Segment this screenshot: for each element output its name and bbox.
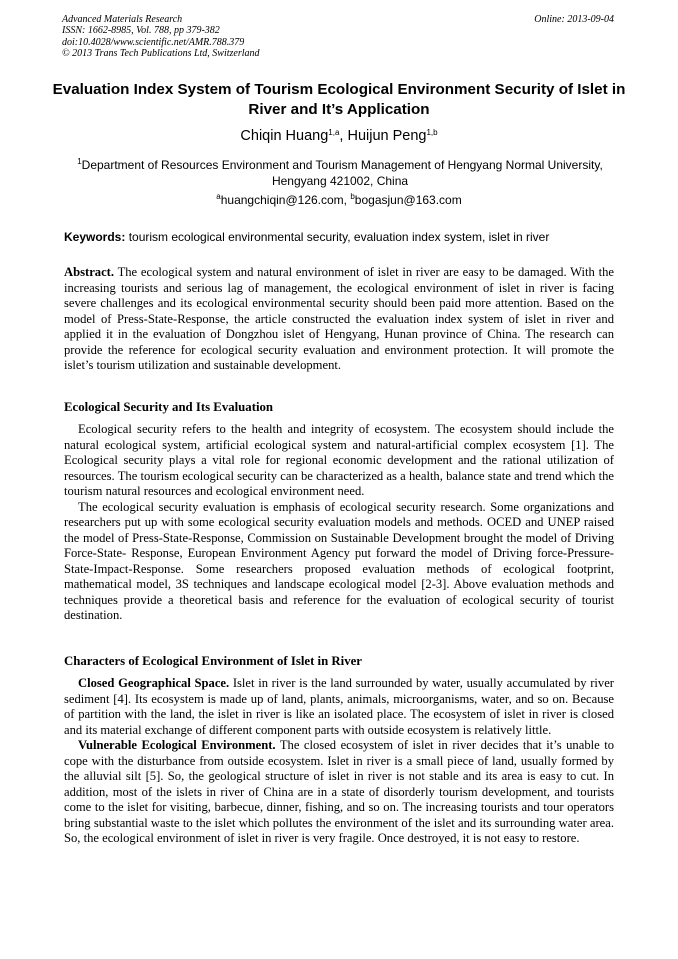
affiliation-text: Department of Resources Environment and Tourism Management of Hengyang Normal University, Hengyang 421002, China [81, 158, 603, 188]
email-address[interactable]: huangchiqin@126.com [220, 193, 344, 207]
paper-title: Evaluation Index System of Tourism Ecological Environment Security of Islet in River and It’s Application [52, 81, 626, 118]
affiliation [64, 157, 616, 189]
issn-line: ISSN: 1662-8985, Vol. 788, pp 379-382 [62, 25, 220, 37]
section-heading: Ecological Security and Its Evaluation [64, 400, 274, 414]
section-body [64, 676, 614, 847]
keywords [64, 229, 616, 245]
copyright-line: © 2013 Trans Tech Publications Ltd, Switzerland [62, 47, 260, 59]
journal-name: Advanced Materials Research [62, 14, 183, 25]
keywords-label: Keywords: [64, 230, 126, 244]
email-address[interactable]: bogasjun@163.com [354, 193, 462, 207]
email-mark: a [216, 192, 221, 201]
author-name: Huijun Peng [347, 128, 427, 144]
author-name: Chiqin Huang [240, 128, 329, 144]
email-separator: , [343, 193, 351, 207]
abstract-text: The ecological system and natural environment of islet in river are easy to be damaged. With the increasing tourists and serious lag of management, the ecological environment of islet in river is facing severe challenges and its ecological environmental security should been paid more attention. Based on the model of Press-State-Response, the article constructed the evaluation index system of islet in river and applied it in the evaluation of Dongzhou islet of Hengyang, Hunan province of China. The research can provide the reference for ecological security evaluation and environment protection. It will promote the islet’s tourism utilization and sustainable development. [64, 265, 614, 372]
affiliation-mark: 1 [77, 157, 82, 166]
paragraph-lead: Closed Geographical Space. [78, 676, 230, 690]
paragraph: The ecological security evaluation is emphasis of ecological security research. Some organizations and researchers put up with some ecological security evaluation models and methods. OCED and UNEP raised the model of Press-State-Response, Commission on Sustainable Development brought the model of Driving Force-State- Response, European Environment Agency put forward the model of Driving force-Pressure-State-Impact-Response. Some researchers proposed evaluation methods of ecological footprint, mathematical model, 3S techniques and landscape ecological model [2-3]. Above evaluation methods and techniques provide a theoretical basis and reference for the evaluation of ecological security of tourist destination. [64, 499, 614, 622]
author-line [0, 128, 678, 144]
online-date: Online: 2013-09-04 [534, 14, 614, 25]
author-affiliation-mark: 1,a [328, 128, 340, 137]
author-affiliation-mark: 1,b [426, 128, 438, 137]
paragraph-text: Islet in river is the land surrounded by water, usually accumulated by river sediment [4]. Its ecosystem is made up of land, plants, animals, microorganisms, water, and so on. Because of partition with the land, the islet in river is like an isolated place. The ecosystem of islet in river is closed and its material exchange of different component parts with outside ecosystem is relatively little. [64, 676, 614, 737]
paragraph-lead: Vulnerable Ecological Environment. [78, 738, 276, 752]
abstract [64, 265, 614, 374]
section-body [64, 422, 614, 624]
paragraph: Ecological security refers to the health and integrity of ecosystem. The ecosystem should include the natural ecological system, artificial ecological system and natural-artificial complex ecosystem [1]. The Ecological security plays a vital role for regional economic development and the rational utilization of resources. The tourism ecological security can be characterized as a health, balance state and trend which the tourism natural resources and ecological environment need. [64, 422, 614, 498]
doi-line: doi:10.4028/www.scientific.net/AMR.788.379 [62, 36, 245, 48]
author-separator: , [339, 128, 348, 144]
section-heading: Characters of Ecological Environment of Islet in River [64, 654, 362, 668]
email-mark: b [350, 192, 355, 201]
abstract-label: Abstract. [64, 265, 115, 279]
email-line [0, 193, 678, 207]
journal-header [62, 14, 614, 59]
paragraph-text: The closed ecosystem of islet in river decides that it’s unable to cope with the disturbance from outside ecosystem. Islet in river is a small piece of land, usually formed by the alluvial silt [5]. So, the geological structure of islet in river is not stable and its area is easy to cut. In addition, most of the islets in river of China are in a state of disorderly tourism development, and tourists come to the islet for visiting, barbecue, dinner, fishing, and so on. The increasing tourists and tour operators bring substantial waste to the islet which pollutes the environment of the islet and its surrounding water area. So, the ecological environment of islet in river is very fragile. Once destroyed, it is not easy to restore. [64, 738, 614, 845]
keywords-text: tourism ecological environmental security, evaluation index system, islet in river [125, 230, 550, 244]
